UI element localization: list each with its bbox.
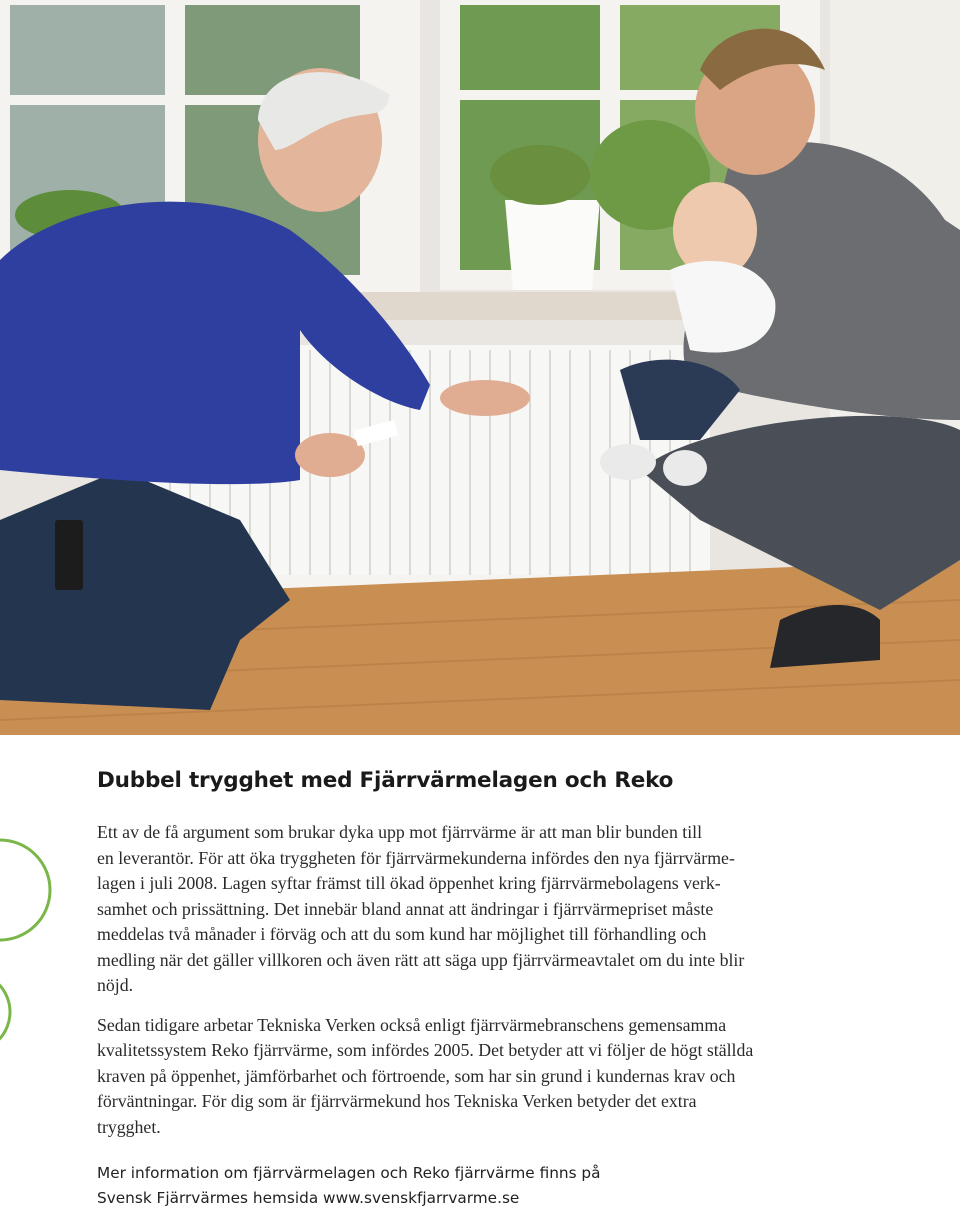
text-line: nöjd.: [97, 975, 134, 995]
text-line: Ett av de få argument som brukar dyka upp mot fjärrvärme är att man blir bunden till: [97, 822, 703, 842]
text-line: samhet och prissättning. Det innebär bland annat att ändringar i fjärrvärmepriset måste: [97, 898, 714, 919]
footer-line-website: Svensk Fjärrvärmes hemsida www.svenskfjarrvarme.se: [97, 1189, 520, 1207]
text-line: medling när det gäller villkoren och även rätt att säga upp fjärrvärmeavtalet om du inte blir: [97, 949, 745, 970]
paragraph-lagen: [97, 820, 857, 999]
text-line: Sedan tidigare arbetar Tekniska Verken också enligt fjärrvärmebranschens gemensamma: [97, 1014, 727, 1035]
text-line: lagen i juli 2008. Lagen syftar främst till ökad öppenhet kring fjärrvärmebolagens verk-: [97, 873, 721, 893]
more-info-footer: [97, 1161, 857, 1211]
text-line: trygghet.: [97, 1116, 161, 1137]
article-body: [97, 820, 857, 1154]
decorative-green-arcs: [0, 820, 70, 1120]
text-line: förväntningar. För dig som är fjärrvärmekund hos Tekniska Verken betyder det extra: [97, 1091, 697, 1111]
plant-pot-center: [505, 200, 600, 290]
paragraph-reko: [97, 1013, 857, 1141]
article-heading: Dubbel trygghet med Fjärrvärmelagen och Reko: [97, 768, 674, 793]
text-line: kvalitetssystem Reko fjärrvärme, som infördes 2005. Det betyder att vi följer de högt ställda: [97, 1040, 754, 1060]
footer-line: Mer information om fjärrvärmelagen och Reko fjärrvärme finns på: [97, 1164, 601, 1182]
text-line: meddelas två månader i förväg och att du som kund har möjlighet till förhandling och: [97, 924, 707, 944]
text-line: en leverantör. För att öka tryggheten för fjärrvärmekunderna infördes den nya fjärrvärme-: [97, 847, 735, 868]
text-line: kraven på öppenhet, jämförbarhet och förtroende, som har sin grund i kundernas krav och: [97, 1065, 736, 1086]
